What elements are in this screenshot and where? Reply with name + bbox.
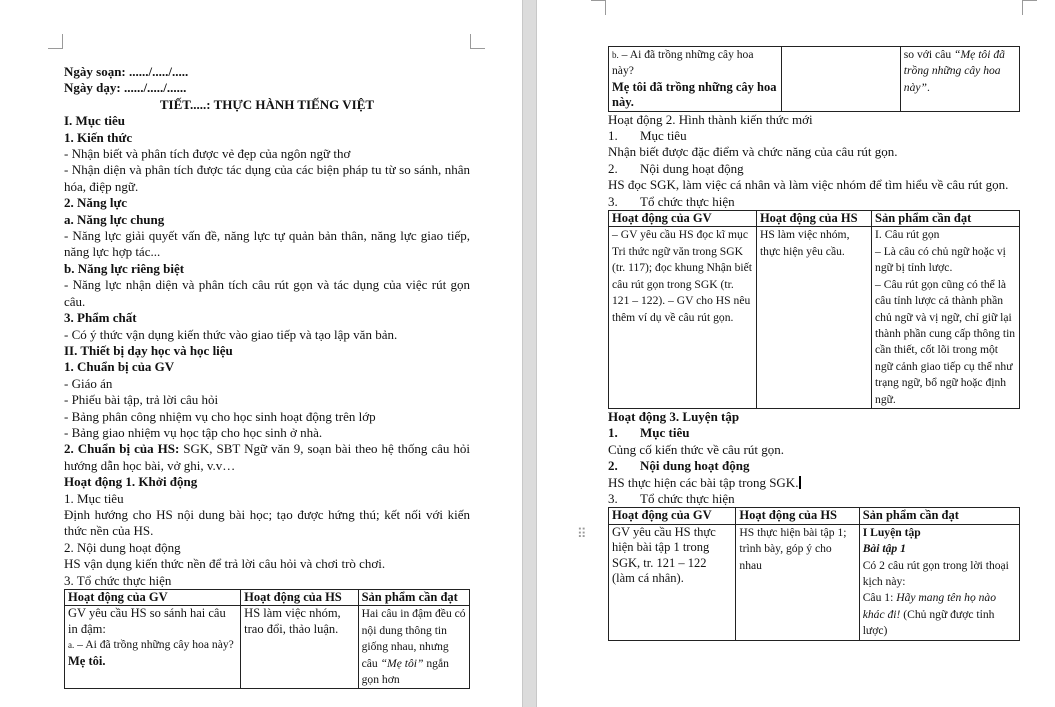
sp-quote: “Mẹ tôi đã trồng những cây hoa này”: [903, 48, 1005, 94]
text-cursor: [799, 476, 801, 489]
hd3-to-chuc-heading: [608, 491, 1020, 507]
heading-pham-chat: 3. Phẩm chất: [64, 310, 137, 326]
kien-thuc-item: - Nhận diện và phân tích được tác dụng của các biện pháp tu từ so sánh, nhân hóa, điệp ngữ.: [64, 162, 470, 194]
drag-handle-icon[interactable]: ⠿: [577, 526, 587, 541]
sp-text: Câu 1:: [862, 591, 897, 605]
list-number: 2.: [608, 160, 618, 176]
document-page-2: [537, 0, 1055, 707]
sp-quote: Hãy mang tên họ nào khác đi!: [862, 591, 997, 621]
sp-text: so với câu: [903, 48, 955, 61]
gv-question-text: – Ai đã trồng những cây hoa này?: [74, 638, 234, 652]
hd1-muc-tieu-heading: 1. Mục tiêu: [64, 490, 124, 506]
sp-heading: I Luyện tập: [862, 525, 921, 539]
heading-nang-luc: 2. Năng lực: [64, 195, 128, 211]
table-header: Sản phẩm cần đạt: [872, 211, 1020, 227]
table-cell-sp: [872, 227, 1020, 408]
sp-text-end: .: [926, 80, 930, 94]
table-row: [609, 524, 1020, 640]
hd2-to-chuc-heading: [608, 194, 1020, 210]
sp-line: – Là câu có chủ ngữ hoặc vị ngữ bị tỉnh lược.: [875, 244, 1006, 275]
chuan-bi-hs-text: SGK, SBT Ngữ văn 9, soạn bài theo hệ thống câu hỏi hướng dẫn học bài, vở ghi, v.v…: [64, 441, 471, 473]
table-header-row: [65, 590, 470, 606]
heading-text: Nội dung hoạt động: [640, 458, 750, 474]
margin-mark-top-right: [1022, 0, 1037, 15]
hd2-muc-tieu-text: Nhận biết được đặc điểm và chức năng của câu rút gọn.: [608, 144, 898, 160]
heading-nang-luc-rieng: b. Năng lực riêng biệt: [64, 260, 185, 276]
pham-chat-text: - Có ý thức vận dụng kiến thức vào giao tiếp và tạo lập văn bản.: [64, 326, 398, 342]
gv-question: [612, 47, 778, 80]
table-header: Sản phẩm cần đạt: [358, 590, 469, 606]
sp-line: I. Câu rút gọn: [875, 228, 940, 242]
sp-line: – Câu rút gọn cũng có thể là câu tỉnh lược cả thành phần chủ ngữ và vị ngữ, chỉ giữ lại thành phần cung cấp thông tin cần thiết, cốt lõi trong một ngữ cảnh giao tiếp cụ thể như trạng ngữ, bổ ngữ hoặc định ngữ.: [875, 277, 1016, 406]
table-header: Hoạt động của HS: [736, 508, 859, 524]
hd1-noi-dung-text: HS vận dụng kiến thức nền để trả lời câu hỏi và chơi trò chơi.: [64, 556, 386, 572]
page-gap: [522, 0, 537, 707]
ngay-soan: Ngày soạn: ....../...../.....: [64, 64, 189, 79]
gv-item: - Bảng giao nhiệm vụ học tập cho học sinh ở nhà.: [64, 424, 323, 440]
sp-text-end: (Chủ ngữ được tỉnh lược): [862, 607, 995, 638]
table-header: Hoạt động của HS: [756, 211, 871, 227]
page2-text-column: [608, 46, 1020, 641]
hd2-table: [608, 210, 1020, 409]
sp-subheading: Bài tập 1: [862, 542, 906, 556]
chuan-bi-hs-label: 2. Chuẩn bị của HS:: [64, 441, 180, 457]
table-header-row: [609, 508, 1020, 524]
hd2-noi-dung-text: HS đọc SGK, làm việc cá nhân và làm việc nhóm để tìm hiểu về câu rút gọn.: [608, 177, 1009, 193]
hd3-muc-tieu-heading: [608, 425, 1020, 441]
hd1-noi-dung-heading: 2. Nội dung hoạt động: [64, 539, 181, 555]
hoat-dong-1-title: Hoạt động 1. Khởi động: [64, 474, 198, 490]
editable-text[interactable]: HS thực hiện các bài tập trong SGK.: [608, 474, 799, 490]
gv-item: - Giáo án: [64, 375, 113, 391]
gv-question-text: – Ai đã trồng những cây hoa này?: [612, 48, 754, 78]
hoat-dong-3-title: Hoạt động 3. Luyện tập: [608, 408, 740, 424]
list-number: 1.: [608, 128, 618, 144]
table-header-row: [609, 211, 1020, 227]
nang-luc-rieng-text: - Năng lực nhận diện và phân tích câu rút gọn và tác dụng của việc rút gọn câu.: [64, 277, 470, 309]
list-marker: a.: [68, 640, 75, 651]
heading-kien-thuc: 1. Kiến thức: [64, 129, 133, 145]
heading-text: Tổ chức thực hiện: [640, 490, 735, 506]
list-number: 3.: [608, 490, 618, 506]
hd3-table: [608, 507, 1020, 640]
heading-muc-tieu: I. Mục tiêu: [64, 113, 126, 129]
list-number: 2.: [608, 458, 618, 474]
gv-item: - Phiếu bài tập, trả lời câu hỏi: [64, 392, 219, 408]
margin-mark-top-left: [591, 0, 606, 15]
table-cell-gv: [65, 606, 241, 689]
hoat-dong-2-title: Hoạt động 2. Hình thành kiến thức mới: [608, 111, 813, 127]
sp-quote: “Mẹ tôi”: [380, 656, 424, 670]
sp-line: [863, 590, 1016, 639]
heading-thiet-bi: II. Thiết bị dạy học và học liệu: [64, 342, 233, 358]
table-cell-gv: – GV yêu cầu HS đọc kĩ mục Tri thức ngữ văn trong SGK (tr. 117); đọc khung Nhận biết câu rút gọn trong SGK (tr. 121 – 122). – GV cho HS nêu thêm ví dụ về câu rút gọn.: [609, 227, 757, 408]
table-row: [609, 47, 1020, 112]
gv-instruction: GV yêu cầu HS so sánh hai câu in đậm:: [68, 606, 226, 636]
heading-nang-luc-chung: a. Năng lực chung: [64, 211, 165, 227]
hd1-to-chuc-heading: 3. Tổ chức thực hiện: [64, 572, 172, 588]
table-cell-sp: [358, 606, 469, 689]
hd2-noi-dung-heading: [608, 161, 1020, 177]
sp-line: Có 2 câu rút gọn trong lời thoại kịch này:: [862, 558, 1009, 588]
table-cell-hs: HS làm việc nhóm, trao đổi, thảo luận.: [241, 606, 358, 689]
table-cell-hs: [781, 47, 900, 112]
table-cell-hs: HS làm việc nhóm, thực hiện yêu cầu.: [756, 227, 871, 408]
heading-text: Nội dung hoạt động: [640, 160, 744, 176]
hd1-table: [64, 589, 470, 689]
heading-text: Tổ chức thực hiện: [640, 193, 735, 209]
table-cell-sp: [859, 524, 1019, 640]
nang-luc-chung-text: - Năng lực giải quyết vấn đề, năng lực tự quản bản thân, năng lực giao tiếp, năng lực hợp tác...: [64, 228, 470, 260]
page1-text-column: [64, 64, 470, 689]
table-row: [65, 606, 470, 689]
hd3-noi-dung-heading: [608, 458, 1020, 474]
margin-mark-top-left: [48, 34, 63, 49]
gv-item: - Bảng phân công nhiệm vụ cho học sinh hoạt động trên lớp: [64, 408, 376, 424]
hd1-table-continued: [608, 46, 1020, 112]
list-marker: b.: [612, 50, 619, 60]
hd3-muc-tieu-text: Củng cố kiến thức về câu rút gọn.: [608, 441, 785, 457]
gv-answer: Mẹ tôi đã trồng những cây hoa này.: [612, 79, 777, 110]
gv-answer: Mẹ tôi.: [68, 653, 106, 668]
table-cell-gv: GV yêu cầu HS thực hiện bài tập 1 trong SGK, tr. 121 – 122 (làm cá nhân).: [609, 524, 736, 640]
document-page-1: [0, 0, 522, 707]
chuan-bi-hs: [64, 441, 470, 474]
table-row: [609, 227, 1020, 408]
table-header: Hoạt động của GV: [609, 211, 757, 227]
table-cell-gv: [609, 47, 782, 112]
list-number: 3.: [608, 193, 618, 209]
sp-text-end: ngắn gọn hơn: [361, 656, 449, 687]
table-header: Hoạt động của HS: [241, 590, 358, 606]
list-number: 1.: [608, 425, 618, 441]
hd1-muc-tieu-text: Định hướng cho HS nội dung bài học; tạo được hứng thú; kết nối với kiến thức nền của HS.: [64, 506, 470, 539]
lesson-title: TIẾT.....: THỰC HÀNH TIẾNG VIỆT: [159, 96, 375, 112]
heading-text: Mục tiêu: [640, 128, 687, 144]
heading-text: Mục tiêu: [640, 425, 690, 441]
margin-mark-top-right: [470, 34, 485, 49]
table-cell-hs: HS thực hiện bài tập 1; trình bày, góp ý cho nhau: [736, 524, 859, 640]
table-header: Hoạt động của GV: [609, 508, 736, 524]
hd2-muc-tieu-heading: [608, 128, 1020, 144]
table-header: Sản phẩm cần đạt: [859, 508, 1019, 524]
sp-text: Hai câu in đậm đều có nội dung thông tin giống nhau, nhưng câu: [361, 607, 466, 670]
kien-thuc-item: - Nhận biết và phân tích được vẻ đẹp của ngôn ngữ thơ: [64, 146, 351, 162]
heading-chuan-bi-gv: 1. Chuẩn bị của GV: [64, 359, 175, 375]
ngay-day: Ngày dạy: ....../...../......: [64, 80, 187, 96]
gv-question: [68, 637, 237, 653]
table-header: Hoạt động của GV: [65, 590, 241, 606]
table-cell-sp: [900, 47, 1019, 112]
hd3-noi-dung-text[interactable]: [608, 475, 1020, 491]
